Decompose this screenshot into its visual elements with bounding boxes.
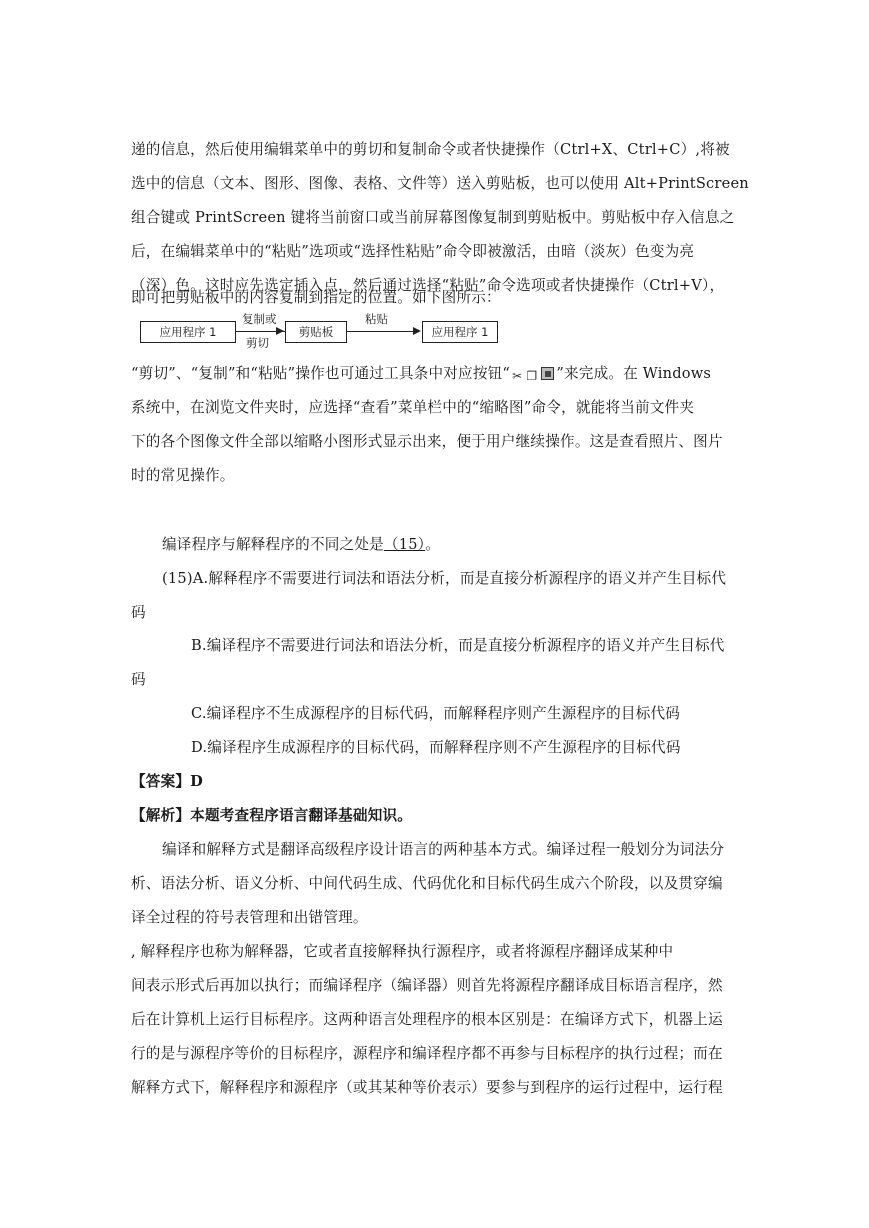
diagram-edge-label-cut: 剪切 [246,336,269,350]
option-a-cont: 码 [131,604,146,621]
text-line: 后在计算机上运行目标程序。这两种语言处理程序的根本区别是：在编译方式下，机器上运 [131,1011,723,1028]
diagram-arrow-head [413,327,421,335]
diagram-box-source-app: 应用程序 1 [140,321,236,343]
text-span: 编译程序与解释程序的不同之处是 [162,536,384,553]
text-line: 析、语法分析、语义分析、中间代码生成、代码优化和目标代码生成六个阶段，以及贯穿编 [131,875,723,892]
question-blank: （15） [383,536,426,553]
text-line: 下的各个图像文件全部以缩略小图形式显示出来，便于用户继续操作。这是查看照片、图片 [131,433,723,450]
text-line: , 解释程序也称为解释器，它或者直接解释执行源程序，或者将源程序翻译成某种中 [131,943,674,960]
scissors-icon: ✂ [512,369,523,383]
analysis-heading: 【解析】本题考查程序语言翻译基础知识。 [131,807,413,824]
diagram-box-target-app: 应用程序 1 [422,321,498,343]
text-line: 递的信息，然后使用编辑菜单中的剪切和复制命令或者快捷操作（Ctrl+X、Ctrl+C）,将被 [131,141,730,158]
diagram-edge-label-paste: 粘贴 [365,312,388,326]
text-span: 。 [425,536,440,553]
text-line: 即可把剪贴板中的内容复制到指定的位置。如下图所示： [131,289,501,306]
clipboard-flow-diagram [140,312,500,352]
option-a: (15)A.解释程序不需要进行词法和语法分析，而是直接分析源程序的语义并产生目标代 [162,570,727,587]
answer-label: 【答案】D [131,773,204,790]
text-line: 解释方式下，解释程序和源程序（或其某种等价表示）要参与到程序的运行过程中，运行程 [131,1079,723,1096]
copy-icon: ❐ [526,369,538,383]
text-line: 时的常见操作。 [131,467,235,484]
diagram-arrow [347,331,417,332]
diagram-box-clipboard: 剪贴板 [285,321,347,343]
text-span: ”来完成。在 Windows [556,365,712,382]
text-line: 间表示形式后再加以执行；而编译程序（编译器）则首先将源程序翻译成目标语言程序，然 [131,977,723,994]
paste-icon [541,367,554,380]
text-line: 组合键或 PrintScreen 键将当前窗口或当前屏幕图像复制到剪贴板中。剪贴板中存入信息之 [131,209,735,226]
text-line: 行的是与源程序等价的目标程序，源程序和编译程序都不再参与目标程序的执行过程；而在 [131,1045,723,1062]
text-span: “剪切”、“复制”和“粘贴”操作也可通过工具条中对应按钮“ [131,365,511,382]
option-b: B.编译程序不需要进行词法和语法分析，而是直接分析源程序的语义并产生目标代 [191,637,725,654]
question-stem [162,535,772,555]
text-line [131,364,741,386]
text-line: 选中的信息（文本、图形、图像、表格、文件等）送入剪贴板，也可以使用 Alt+PrintScreen [131,175,749,192]
option-d: D.编译程序生成源程序的目标代码，而解释程序则不产生源程序的目标代码 [191,739,681,756]
diagram-edge-label-copy-cut: 复制或 [242,312,277,326]
text-line: 编译和解释方式是翻译高级程序设计语言的两种基本方式。编译过程一般划分为词法分 [162,841,725,858]
text-line: 译全过程的符号表管理和出错管理。 [131,909,368,926]
text-line: （深）色。这时应先选定插入点，然后通过选择“粘贴”命令选项或者快捷操作（Ctrl+V）， [131,277,725,294]
option-b-cont: 码 [131,671,146,688]
diagram-arrow-head [276,327,284,335]
option-c: C.编译程序不生成源程序的目标代码，而解释程序则产生源程序的目标代码 [191,705,681,722]
text-line: 系统中，在浏览文件夹时，应选择“查看”菜单栏中的“缩略图”命令，就能将当前文件夹 [131,399,695,416]
text-line: 后，在编辑菜单中的“粘贴”选项或“选择性粘贴”命令即被激活，由暗（淡灰）色变为亮 [131,243,695,260]
